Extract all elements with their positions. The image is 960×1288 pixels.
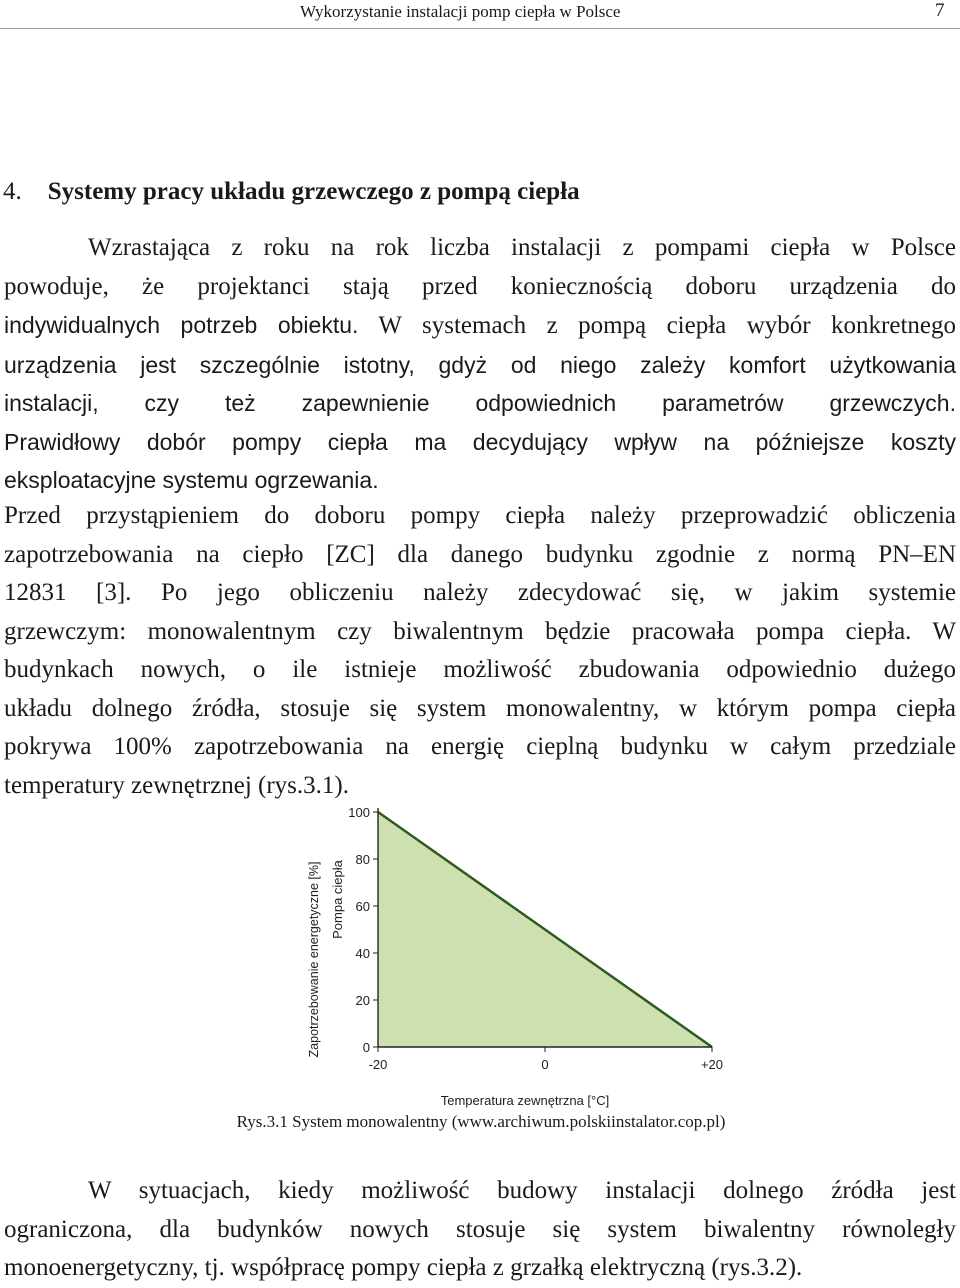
paragraph-intro <box>4 229 956 500</box>
y-tick-label: 60 <box>355 899 370 914</box>
text-line: monoenergetyczny, tj. współpracę pompy ciepła z grzałką elektryczną (rys.3.2). <box>4 1254 803 1281</box>
y-tick-label: 40 <box>355 946 370 961</box>
y-axis-title: Zapotrzebowanie energetyczne [%] <box>307 861 321 1058</box>
text-line <box>4 306 956 346</box>
section-heading <box>3 178 580 206</box>
x-tick-label: +20 <box>700 1057 724 1072</box>
text-line: pokrywa 100% zapotrzebowania na energię cieplną budynku w całym przedziale <box>4 733 956 760</box>
text-line: zapotrzebowania na ciepło [ZC] dla danego budynku zgodnie z normą PN–EN <box>4 540 956 568</box>
text-line: ograniczona, dla budynków nowych stosuje się system biwalentny równoległy <box>4 1215 956 1243</box>
y-tick-label: 80 <box>355 852 370 867</box>
x-tick-label: 0 <box>541 1057 549 1072</box>
text-line: instalacji, czy też zapewnienie odpowiednich parametrów grzewczych. <box>4 390 956 416</box>
text-line: budynkach nowych, o ile istnieje możliwość zbudowania odpowiednio dużego <box>4 656 956 683</box>
text-line: W sytuacjach, kiedy możliwość budowy instalacji dolnego źródła jest <box>88 1177 956 1204</box>
text-line: temperatury zewnętrznej (rys.3.1). <box>4 771 349 799</box>
text-span: indywidualnych potrzeb obiektu. <box>4 312 359 338</box>
y-tick-label: 20 <box>355 993 370 1008</box>
running-header <box>0 0 960 29</box>
text-span: W systemach z pompą ciepła wybór konkretnego <box>358 312 956 339</box>
section-number: 4. <box>3 178 22 205</box>
text-line: 12831 [3]. Po jego obliczeniu należy zdecydować się, w jakim systemie <box>4 579 956 606</box>
paragraph-selection <box>4 497 956 805</box>
text-line: Przed przystąpieniem do doboru pompy ciepła należy przeprowadzić obliczenia <box>4 502 956 529</box>
paragraph-bivalent <box>4 1172 956 1288</box>
section-title: Systemy pracy układu grzewczego z pompą ciepła <box>47 178 580 205</box>
figure-monovalent <box>280 800 740 1110</box>
text-line: układu dolnego źródła, stosuje się system monowalentny, w którym pompa ciepła <box>4 694 956 722</box>
y-tick-label: 0 <box>362 1040 370 1055</box>
page-number: 7 <box>935 0 945 21</box>
text-line: powoduje, że projektanci stają przed koniecznością doboru urządzenia do <box>4 272 956 300</box>
text-line: grzewczym: monowalentnym czy biwalentnym będzie pracowała pompa ciepła. W <box>4 617 956 645</box>
figure-caption <box>0 1112 960 1132</box>
text-line: urządzenia jest szczególnie istotny, gdyż od niego zależy komfort użytkowania <box>4 351 956 378</box>
x-axis-title: Temperatura zewnętrzna [°C] <box>440 1093 610 1108</box>
caption-text: Rys.3.1 System monowalentny (www.archiwum.polskiinstalator.cop.pl) <box>236 1112 726 1131</box>
text-line: eksploatacyjne systemu ogrzewania. <box>4 467 379 493</box>
fill-area-label: Pompa ciepła <box>330 860 345 939</box>
y-tick-label: 100 <box>348 805 370 820</box>
monovalent-chart <box>280 800 740 1110</box>
text-line: Wzrastająca z roku na rok liczba instalacji z pompami ciepła w Polsce <box>88 234 956 261</box>
running-title: Wykorzystanie instalacji pomp ciepła w Polsce <box>300 2 621 21</box>
text-line: Prawidłowy dobór pompy ciepła ma decydujący wpływ na późniejsze koszty <box>4 428 956 455</box>
x-tick-label: -20 <box>368 1057 388 1072</box>
